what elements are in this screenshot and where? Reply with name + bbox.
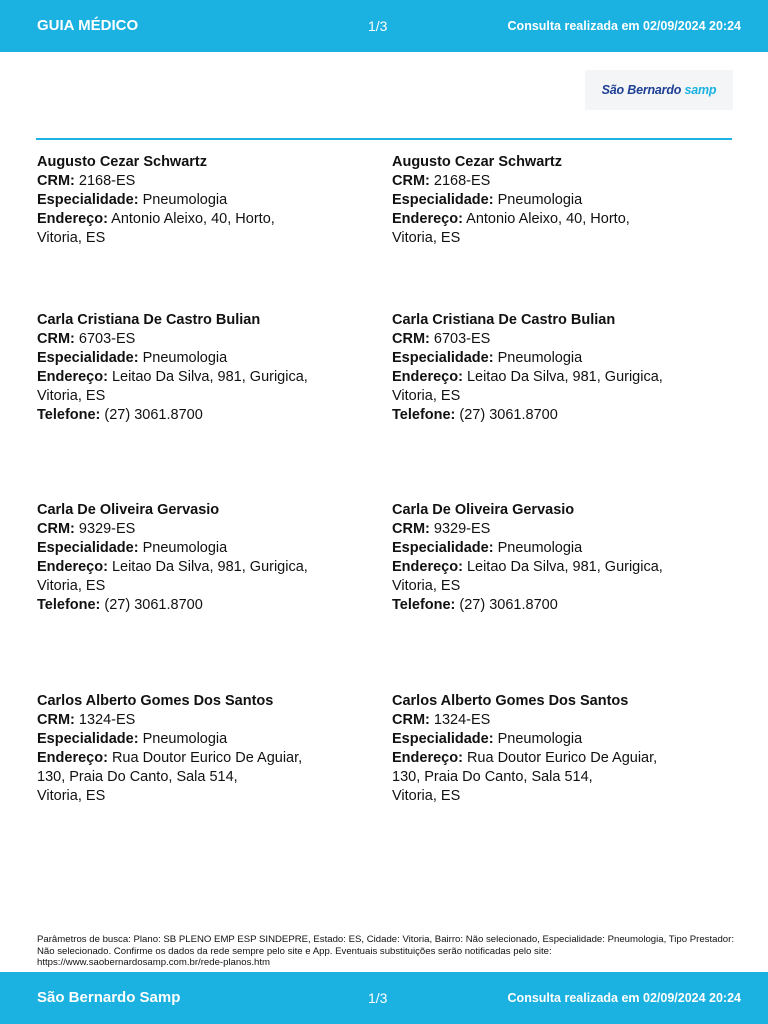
doctor-crm	[392, 520, 692, 539]
crm-label: CRM:	[37, 331, 75, 347]
doctor-address-city: Vitoria, ES	[392, 388, 461, 404]
crm-value: 6703-ES	[433, 331, 491, 347]
header-title: GUIA MÉDICO	[37, 17, 139, 34]
doctor-address	[392, 749, 692, 768]
doctor-specialty	[392, 349, 692, 368]
crm-label: CRM:	[392, 173, 430, 189]
address-value: Leitao Da Silva, 981, Gurigica,	[111, 369, 308, 385]
specialty-value: Pneumologia	[142, 192, 228, 208]
footer-query-info: Consulta realizada em 02/09/2024 20:24	[507, 991, 741, 1005]
address-label: Endereço:	[37, 211, 108, 227]
doctor-name: Carlos Alberto Gomes Dos Santos	[392, 693, 629, 709]
specialty-label: Especialidade:	[37, 350, 139, 366]
doctor-name: Augusto Cezar Schwartz	[392, 154, 562, 170]
address-value: Rua Doutor Eurico De Aguiar,	[111, 750, 303, 766]
crm-label: CRM:	[37, 712, 75, 728]
sao-bernardo-logo	[585, 70, 733, 110]
doctor-name: Carla De Oliveira Gervasio	[37, 502, 220, 518]
address-label: Endereço:	[392, 559, 463, 575]
doctor-crm	[392, 711, 692, 730]
doctor-address-city: Vitoria, ES	[392, 230, 461, 246]
crm-value: 9329-ES	[433, 521, 491, 537]
address-label: Endereço:	[392, 750, 463, 766]
doctor-address	[392, 558, 692, 577]
phone-value: (27) 3061.8700	[459, 407, 558, 423]
address-label: Endereço:	[392, 211, 463, 227]
doctor-phone	[392, 596, 692, 615]
specialty-label: Especialidade:	[392, 731, 494, 747]
doctor-address-line2: 130, Praia Do Canto, Sala 514,	[37, 769, 238, 785]
specialty-value: Pneumologia	[142, 540, 228, 556]
address-value: Leitao Da Silva, 981, Gurigica,	[466, 369, 663, 385]
search-parameters-note: Parâmetros de busca: Plano: SB PLENO EMP ESP SINDEPRE, Estado: ES, Cidade: Vitoria, Bairro: Não selecionado, Especialidade: Pneumologia, Tipo Prestador: Não selecionado. Confirme os dados da rede sempre pelo site e App. Eventuais substituições serão notificadas pelo site: https://www.saobernardosamp.com.br/rede-planos.htm	[37, 934, 734, 968]
doctor-specialty	[37, 191, 337, 210]
specialty-value: Pneumologia	[497, 192, 583, 208]
doctor-entry	[37, 153, 337, 248]
doctor-address-line2: 130, Praia Do Canto, Sala 514,	[392, 769, 593, 785]
doctor-phone	[37, 406, 337, 425]
doctor-entry	[37, 692, 337, 806]
doctor-address-city: Vitoria, ES	[37, 578, 106, 594]
crm-label: CRM:	[37, 521, 75, 537]
header-divider	[36, 138, 732, 140]
specialty-label: Especialidade:	[392, 192, 494, 208]
footer-bar	[0, 972, 768, 1024]
doctor-specialty	[392, 191, 692, 210]
doctor-address	[392, 368, 692, 387]
doctor-crm	[37, 520, 337, 539]
doctor-entry	[392, 311, 692, 425]
doctor-crm	[37, 711, 337, 730]
doctor-address-city: Vitoria, ES	[392, 788, 461, 804]
logo-text	[602, 83, 717, 97]
specialty-value: Pneumologia	[142, 731, 228, 747]
specialty-label: Especialidade:	[37, 540, 139, 556]
phone-value: (27) 3061.8700	[104, 597, 203, 613]
specialty-label: Especialidade:	[392, 350, 494, 366]
doctor-crm	[37, 172, 337, 191]
footer-brand: São Bernardo Samp	[37, 989, 181, 1006]
doctor-name: Carla Cristiana De Castro Bulian	[37, 312, 261, 328]
specialty-value: Pneumologia	[497, 540, 583, 556]
doctor-entry	[392, 501, 692, 615]
specialty-label: Especialidade:	[37, 731, 139, 747]
doctor-name: Carla De Oliveira Gervasio	[392, 502, 575, 518]
address-value: Antonio Aleixo, 40, Horto,	[111, 211, 275, 227]
doctor-specialty	[392, 730, 692, 749]
doctor-crm	[392, 330, 692, 349]
address-value: Leitao Da Silva, 981, Gurigica,	[111, 559, 308, 575]
address-value: Antonio Aleixo, 40, Horto,	[466, 211, 630, 227]
doctor-phone	[392, 406, 692, 425]
phone-value: (27) 3061.8700	[459, 597, 558, 613]
doctor-address-city: Vitoria, ES	[392, 578, 461, 594]
doctor-address-city: Vitoria, ES	[37, 388, 106, 404]
doctor-address	[37, 558, 337, 577]
doctor-phone	[37, 596, 337, 615]
doctor-address-city: Vitoria, ES	[37, 788, 106, 804]
doctor-address-city: Vitoria, ES	[37, 230, 106, 246]
specialty-value: Pneumologia	[142, 350, 228, 366]
crm-label: CRM:	[37, 173, 75, 189]
doctor-specialty	[37, 730, 337, 749]
doctor-address	[37, 368, 337, 387]
crm-value: 9329-ES	[78, 521, 136, 537]
doctor-entry	[37, 311, 337, 425]
doctor-specialty	[392, 539, 692, 558]
address-value: Rua Doutor Eurico De Aguiar,	[466, 750, 658, 766]
crm-value: 1324-ES	[433, 712, 491, 728]
crm-value: 2168-ES	[78, 173, 136, 189]
header-bar	[0, 0, 768, 52]
header-page-number: 1/3	[368, 18, 388, 34]
crm-label: CRM:	[392, 521, 430, 537]
doctor-address	[37, 749, 337, 768]
specialty-value: Pneumologia	[497, 350, 583, 366]
logo-text-accent: samp	[684, 83, 717, 97]
specialty-label: Especialidade:	[392, 540, 494, 556]
phone-label: Telefone:	[392, 597, 456, 613]
logo-text-main: São Bernardo	[601, 83, 685, 97]
phone-label: Telefone:	[37, 597, 101, 613]
phone-label: Telefone:	[392, 407, 456, 423]
doctor-name: Carlos Alberto Gomes Dos Santos	[37, 693, 274, 709]
doctor-specialty	[37, 539, 337, 558]
address-label: Endereço:	[37, 369, 108, 385]
header-query-info: Consulta realizada em 02/09/2024 20:24	[507, 19, 741, 33]
doctor-crm	[37, 330, 337, 349]
doctor-crm	[392, 172, 692, 191]
phone-label: Telefone:	[37, 407, 101, 423]
doctor-name: Augusto Cezar Schwartz	[37, 154, 207, 170]
phone-value: (27) 3061.8700	[104, 407, 203, 423]
crm-value: 6703-ES	[78, 331, 136, 347]
doctor-address	[37, 210, 337, 229]
address-label: Endereço:	[392, 369, 463, 385]
doctor-entry	[37, 501, 337, 615]
crm-value: 2168-ES	[433, 173, 491, 189]
doctor-entry	[392, 153, 692, 248]
footer-page-number: 1/3	[368, 990, 388, 1006]
doctor-specialty	[37, 349, 337, 368]
crm-value: 1324-ES	[78, 712, 136, 728]
address-value: Leitao Da Silva, 981, Gurigica,	[466, 559, 663, 575]
doctor-address	[392, 210, 692, 229]
address-label: Endereço:	[37, 750, 108, 766]
specialty-label: Especialidade:	[37, 192, 139, 208]
doctor-name: Carla Cristiana De Castro Bulian	[392, 312, 616, 328]
specialty-value: Pneumologia	[497, 731, 583, 747]
crm-label: CRM:	[392, 712, 430, 728]
doctor-entry	[392, 692, 692, 806]
crm-label: CRM:	[392, 331, 430, 347]
address-label: Endereço:	[37, 559, 108, 575]
